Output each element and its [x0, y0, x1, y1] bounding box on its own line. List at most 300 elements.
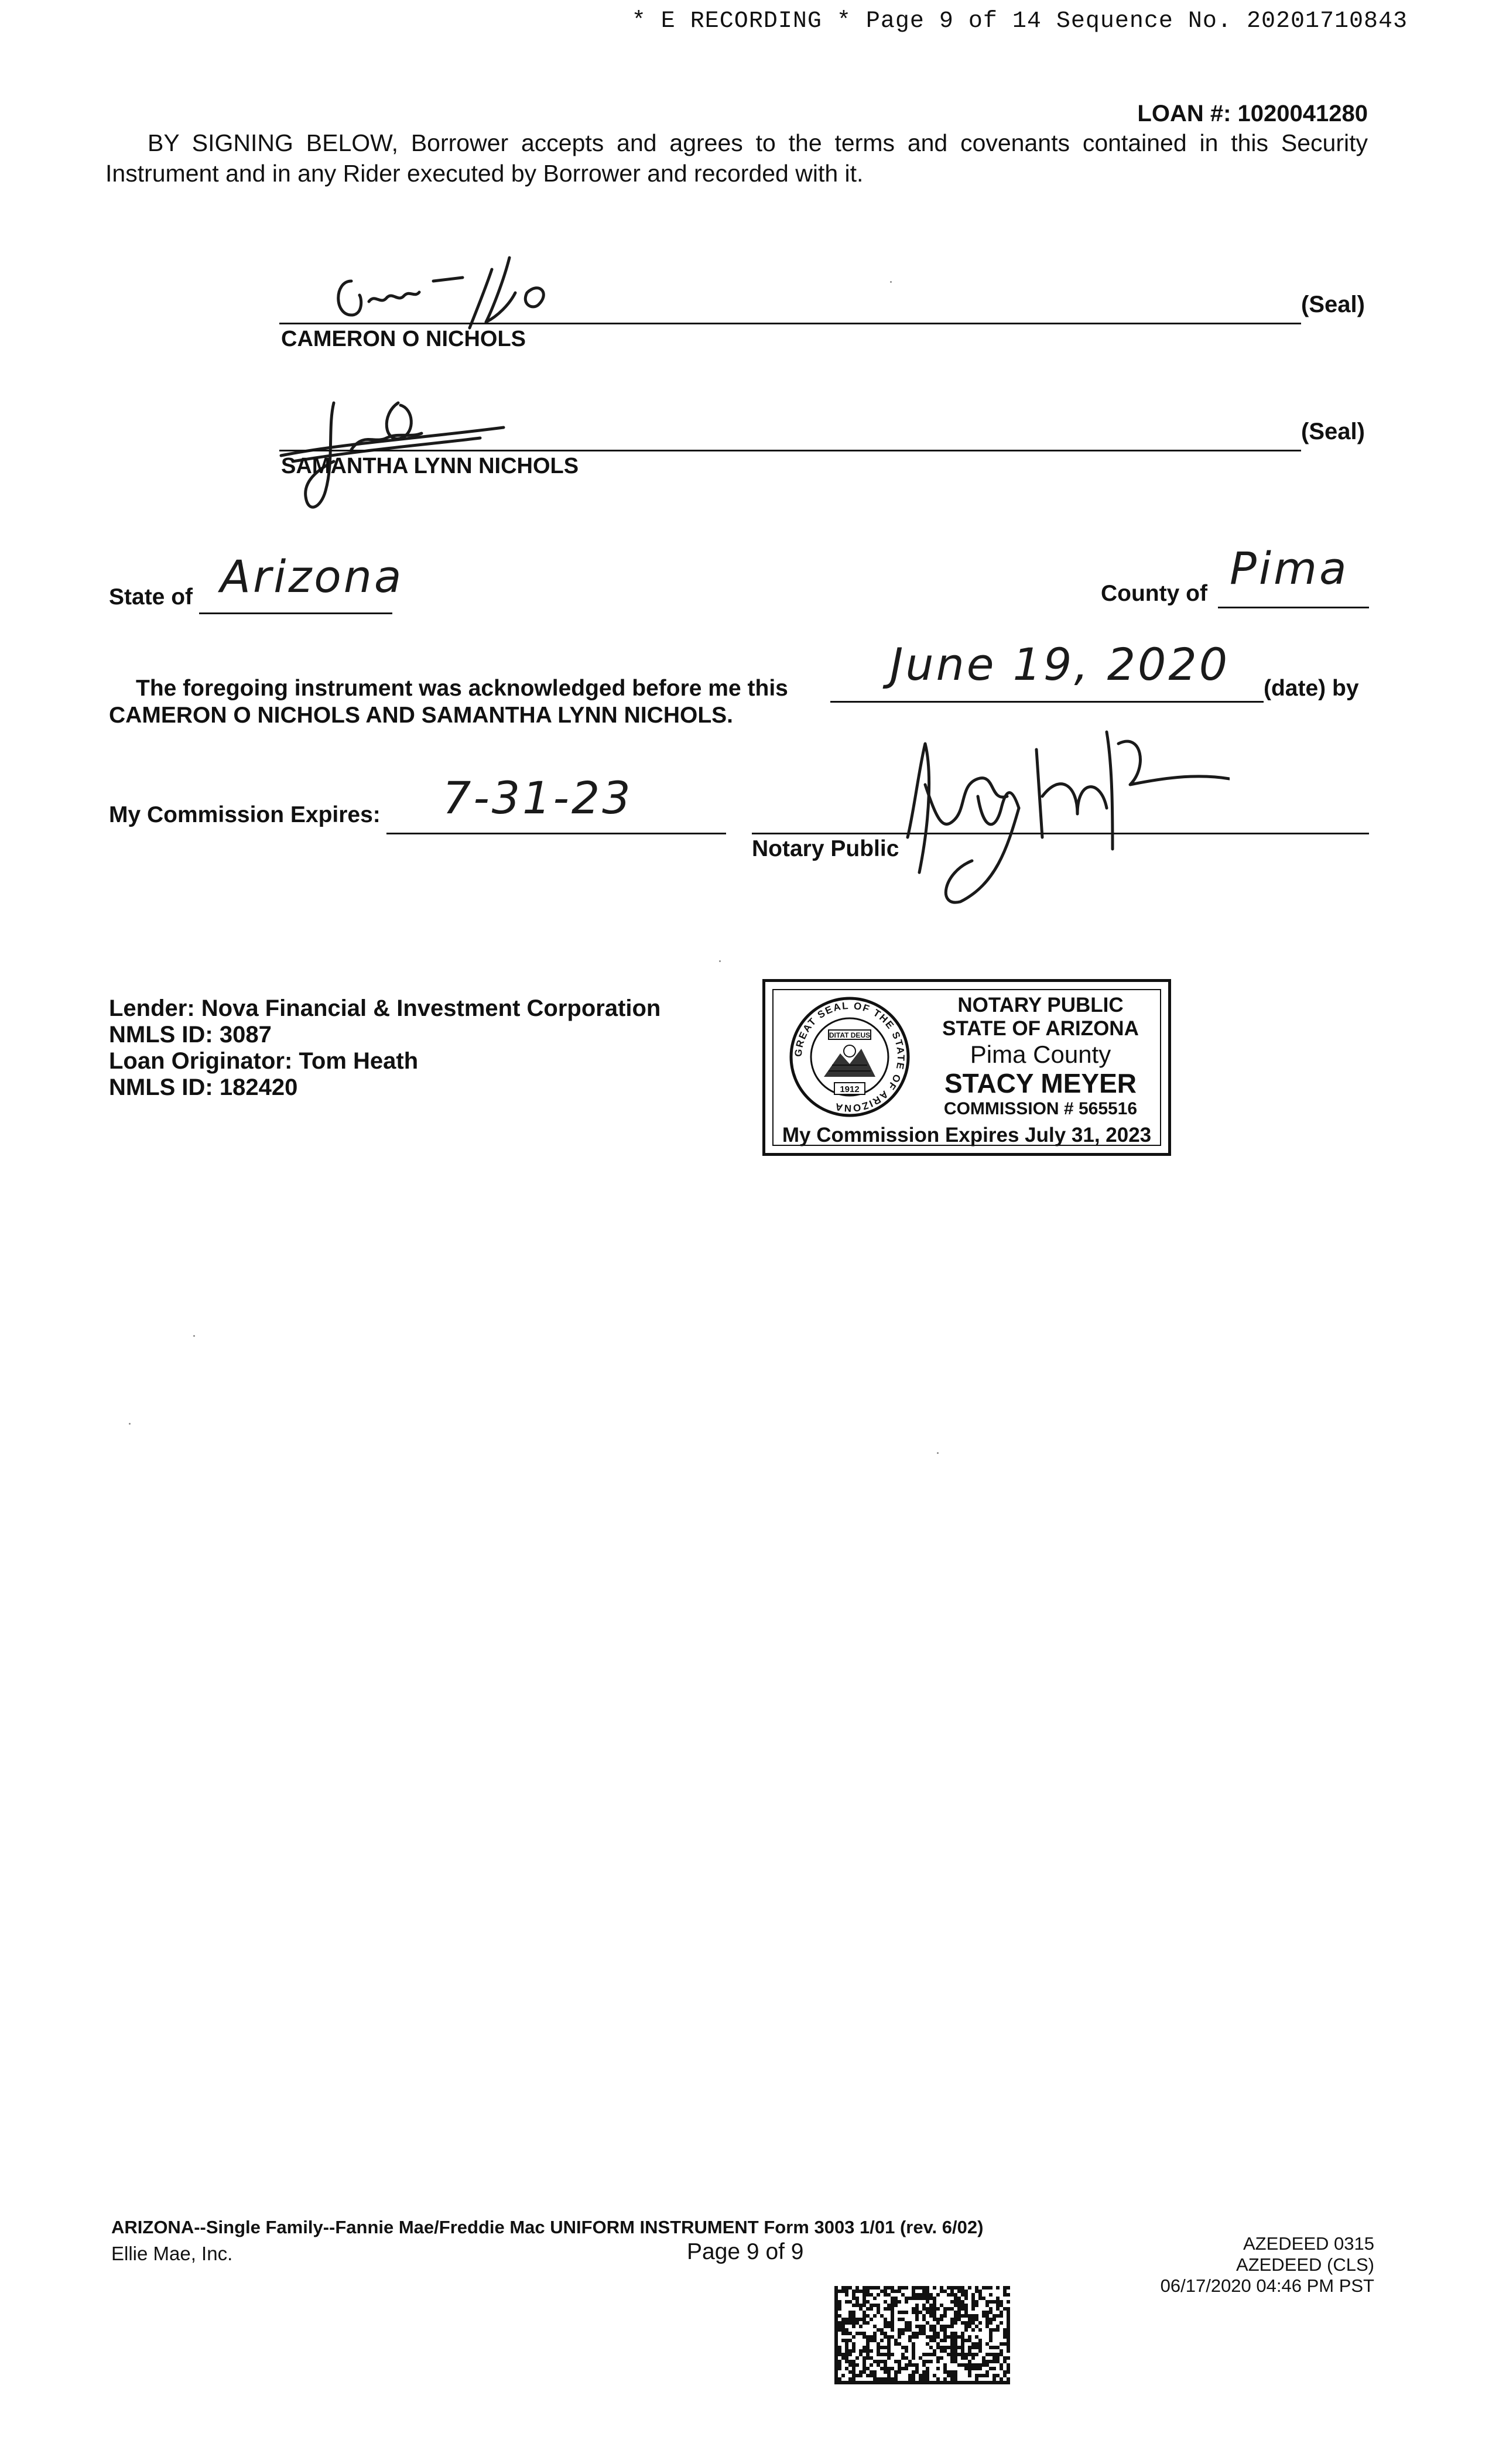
barcode-module [1003, 2381, 1007, 2384]
barcode-module [989, 2307, 993, 2311]
barcode-module [936, 2335, 940, 2339]
barcode-module [943, 2314, 947, 2318]
barcode-module [870, 2304, 873, 2307]
barcode-module [933, 2349, 936, 2353]
scan-speck [193, 1335, 195, 1337]
barcode-module [912, 2307, 915, 2311]
barcode-module [978, 2297, 982, 2300]
barcode-module [863, 2335, 866, 2339]
barcode-module [852, 2370, 855, 2374]
barcode-module [908, 2321, 912, 2325]
barcode-module [834, 2377, 838, 2381]
barcode-module [971, 2307, 975, 2311]
barcode-module [1007, 2300, 1010, 2304]
stamp-commission-number: COMMISSION # 565516 [943, 1099, 1138, 1118]
barcode-module [873, 2325, 877, 2328]
barcode-module [943, 2381, 947, 2384]
barcode-module [841, 2325, 845, 2328]
barcode-module [933, 2381, 936, 2384]
barcode-module [922, 2286, 926, 2290]
barcode-module [1007, 2367, 1010, 2370]
barcode-module [982, 2381, 985, 2384]
barcode-module [908, 2363, 912, 2367]
state-line [199, 612, 392, 614]
barcode-module [968, 2349, 971, 2353]
notary-stamp [762, 979, 1171, 1156]
barcode-module [866, 2335, 870, 2339]
barcode-module [950, 2377, 954, 2381]
barcode-module [866, 2374, 870, 2377]
barcode-module [985, 2370, 989, 2374]
barcode-module [891, 2304, 894, 2307]
barcode-module [936, 2346, 940, 2349]
barcode-module [947, 2286, 950, 2290]
acknowledgement-text: The foregoing instrument was acknowledged before me this [136, 676, 788, 701]
barcode-module [1003, 2307, 1007, 2311]
barcode-module [996, 2346, 1000, 2349]
barcode-module [989, 2367, 993, 2370]
barcode-module [838, 2307, 841, 2311]
barcode-module [852, 2367, 855, 2370]
barcode-module [996, 2328, 1000, 2332]
barcode-module [971, 2297, 975, 2300]
barcode-module [985, 2321, 989, 2325]
barcode-module [1003, 2360, 1007, 2363]
barcode-module [1000, 2300, 1003, 2304]
barcode-module [943, 2307, 947, 2311]
barcode-module [1003, 2335, 1007, 2339]
lender-nmls: NMLS ID: 3087 [109, 1022, 272, 1048]
notary-signature [867, 697, 1230, 908]
barcode-module [978, 2349, 982, 2353]
barcode-module [877, 2307, 880, 2311]
barcode-module [954, 2293, 957, 2297]
barcode-module [891, 2290, 894, 2293]
barcode-module [982, 2297, 985, 2300]
barcode-module [975, 2342, 978, 2346]
barcode-module [877, 2363, 880, 2367]
barcode-module [834, 2363, 838, 2367]
barcode-module [912, 2377, 915, 2381]
barcode-module [989, 2328, 993, 2332]
barcode-module [1003, 2293, 1007, 2297]
barcode-module [912, 2290, 915, 2293]
barcode-module [873, 2332, 877, 2335]
barcode-module [870, 2349, 873, 2353]
barcode-module [1000, 2314, 1003, 2318]
barcode-module [947, 2335, 950, 2339]
barcode-module [863, 2293, 866, 2297]
barcode-module [841, 2332, 845, 2335]
barcode-module [943, 2290, 947, 2293]
barcode-module [926, 2370, 929, 2374]
barcode-module [957, 2346, 961, 2349]
notary-public-label: Notary Public [752, 836, 899, 861]
seal-motto: DITAT DEUS [829, 1031, 871, 1039]
barcode-module [848, 2300, 852, 2304]
barcode-module [993, 2377, 996, 2381]
barcode-module [929, 2339, 933, 2342]
barcode-module [929, 2328, 933, 2332]
barcode-module [950, 2356, 954, 2360]
barcode-module [982, 2363, 985, 2367]
barcode-module [993, 2367, 996, 2370]
barcode-module [863, 2314, 866, 2318]
barcode-module [1000, 2321, 1003, 2325]
barcode-module [841, 2381, 845, 2384]
barcode-module [922, 2297, 926, 2300]
barcode-module [964, 2290, 968, 2293]
barcode-module [891, 2311, 894, 2314]
barcode-module [912, 2335, 915, 2339]
barcode-module [834, 2321, 838, 2325]
document-barcode [834, 2286, 1010, 2384]
barcode-module [954, 2311, 957, 2314]
barcode-module [912, 2370, 915, 2374]
barcode-module [985, 2342, 989, 2346]
barcode-module [922, 2307, 926, 2311]
barcode-module [947, 2353, 950, 2356]
footer-code-1: AZEDEED 0315 [1243, 2233, 1374, 2254]
barcode-module [859, 2370, 863, 2374]
barcode-module [996, 2353, 1000, 2356]
barcode-module [866, 2290, 870, 2293]
barcode-module [1000, 2353, 1003, 2356]
barcode-module [838, 2363, 841, 2367]
barcode-module [877, 2381, 880, 2384]
barcode-module [922, 2290, 926, 2293]
loan-number-value: 1020041280 [1237, 101, 1368, 126]
barcode-module [954, 2314, 957, 2318]
barcode-module [975, 2325, 978, 2328]
barcode-module [852, 2297, 855, 2300]
barcode-module [964, 2307, 968, 2311]
barcode-module [852, 2311, 855, 2314]
barcode-module [838, 2377, 841, 2381]
barcode-module [996, 2307, 1000, 2311]
footer-page-number: Page 9 of 9 [687, 2239, 804, 2264]
barcode-module [834, 2353, 838, 2356]
barcode-module [834, 2307, 838, 2311]
barcode-module [971, 2321, 975, 2325]
footer-form-line: ARIZONA--Single Family--Fannie Mae/Freddie Mac UNIFORM INSTRUMENT Form 3003 1/01 (rev. 6/02) [111, 2217, 984, 2237]
footer-codes [1161, 2233, 1374, 2297]
barcode-module [996, 2381, 1000, 2384]
barcode-module [954, 2318, 957, 2321]
barcode-module [919, 2332, 922, 2335]
state-handwritten-value: Arizona [220, 550, 404, 603]
barcode-module [943, 2335, 947, 2339]
barcode-module [929, 2311, 933, 2314]
barcode-module [891, 2367, 894, 2370]
barcode-module [884, 2293, 887, 2297]
barcode-module [957, 2307, 961, 2311]
barcode-module [841, 2328, 845, 2332]
barcode-module [887, 2335, 891, 2339]
barcode-module [834, 2286, 838, 2290]
barcode-module [891, 2286, 894, 2290]
barcode-module [936, 2367, 940, 2370]
barcode-module [845, 2353, 848, 2356]
barcode-module [887, 2356, 891, 2360]
barcode-module [901, 2318, 905, 2321]
barcode-module [915, 2325, 919, 2328]
barcode-module [880, 2314, 884, 2318]
barcode-module [894, 2360, 898, 2363]
barcode-module [954, 2381, 957, 2384]
barcode-module [863, 2290, 866, 2293]
barcode-module [964, 2381, 968, 2384]
barcode-module [905, 2356, 908, 2360]
barcode-module [961, 2349, 964, 2353]
barcode-module [866, 2307, 870, 2311]
barcode-module [898, 2286, 901, 2290]
barcode-module [834, 2311, 838, 2314]
barcode-module [887, 2349, 891, 2353]
barcode-module [834, 2314, 838, 2318]
barcode-module [954, 2339, 957, 2342]
barcode-module [1007, 2321, 1010, 2325]
barcode-module [968, 2374, 971, 2377]
barcode-module [929, 2353, 933, 2356]
barcode-module [961, 2286, 964, 2290]
barcode-module [852, 2360, 855, 2363]
barcode-module [905, 2300, 908, 2304]
recording-header: * E RECORDING * Page 9 of 14 Sequence No. 20201710843 [631, 8, 1408, 35]
barcode-module [919, 2328, 922, 2332]
barcode-module [926, 2311, 929, 2314]
barcode-module [919, 2293, 922, 2297]
barcode-module [834, 2346, 838, 2349]
barcode-module [894, 2304, 898, 2307]
barcode-module [834, 2290, 838, 2293]
barcode-module [996, 2325, 1000, 2328]
barcode-module [873, 2374, 877, 2377]
barcode-module [863, 2360, 866, 2363]
barcode-module [887, 2339, 891, 2342]
barcode-module [964, 2314, 968, 2318]
barcode-module [912, 2332, 915, 2335]
barcode-module [1007, 2293, 1010, 2297]
barcode-module [982, 2374, 985, 2377]
barcode-module [891, 2314, 894, 2318]
barcode-module [989, 2335, 993, 2339]
barcode-module [855, 2374, 859, 2377]
barcode-module [845, 2293, 848, 2297]
barcode-module [926, 2342, 929, 2346]
barcode-module [891, 2353, 894, 2356]
barcode-module [901, 2356, 905, 2360]
barcode-module [898, 2290, 901, 2293]
barcode-module [901, 2353, 905, 2356]
barcode-module [887, 2304, 891, 2307]
loan-number-label: LOAN #: [1137, 101, 1231, 126]
barcode-module [943, 2367, 947, 2370]
barcode-module [852, 2304, 855, 2307]
barcode-module [929, 2307, 933, 2311]
barcode-module [877, 2293, 880, 2297]
barcode-module [961, 2339, 964, 2342]
barcode-module [838, 2321, 841, 2325]
stamp-commission-expires: My Commission Expires July 31, 2023 [782, 1124, 1152, 1147]
barcode-module [1000, 2311, 1003, 2314]
barcode-module [891, 2325, 894, 2328]
barcode-module [940, 2290, 943, 2293]
barcode-module [838, 2346, 841, 2349]
date-suffix-label: (date) by [1264, 676, 1359, 701]
barcode-module [877, 2349, 880, 2353]
barcode-module [943, 2328, 947, 2332]
barcode-module [891, 2297, 894, 2300]
barcode-module [880, 2381, 884, 2384]
barcode-module [961, 2314, 964, 2318]
county-handwritten-value: Pima [1230, 542, 1349, 594]
barcode-module [908, 2297, 912, 2300]
barcode-module [866, 2381, 870, 2384]
barcode-module [887, 2342, 891, 2346]
barcode-module [873, 2304, 877, 2307]
barcode-module [989, 2360, 993, 2363]
barcode-module [964, 2356, 968, 2360]
barcode-module [971, 2353, 975, 2356]
barcode-module [968, 2367, 971, 2370]
barcode-module [971, 2304, 975, 2307]
barcode-module [845, 2328, 848, 2332]
barcode-module [845, 2332, 848, 2335]
barcode-module [919, 2356, 922, 2360]
barcode-module [887, 2353, 891, 2356]
barcode-module [898, 2318, 901, 2321]
barcode-module [989, 2339, 993, 2342]
barcode-module [978, 2293, 982, 2297]
barcode-module [964, 2339, 968, 2342]
barcode-module [971, 2293, 975, 2297]
barcode-module [919, 2325, 922, 2328]
barcode-module [870, 2318, 873, 2321]
barcode-module [1007, 2381, 1010, 2384]
barcode-module [961, 2346, 964, 2349]
barcode-module [922, 2304, 926, 2307]
barcode-module [964, 2293, 968, 2297]
barcode-module [1003, 2286, 1007, 2290]
barcode-module [887, 2321, 891, 2325]
barcode-module [852, 2314, 855, 2318]
barcode-module [943, 2311, 947, 2314]
signature-line-2 [279, 450, 1301, 451]
barcode-module [870, 2307, 873, 2311]
barcode-module [870, 2363, 873, 2367]
barcode-module [845, 2381, 848, 2384]
barcode-module [863, 2332, 866, 2335]
barcode-module [887, 2346, 891, 2349]
barcode-module [957, 2314, 961, 2318]
barcode-module [859, 2290, 863, 2293]
barcode-module [845, 2342, 848, 2346]
barcode-module [901, 2293, 905, 2297]
barcode-module [880, 2346, 884, 2349]
barcode-module [957, 2297, 961, 2300]
barcode-module [936, 2293, 940, 2297]
barcode-module [933, 2332, 936, 2335]
barcode-module [985, 2286, 989, 2290]
barcode-module [1007, 2346, 1010, 2349]
barcode-module [936, 2332, 940, 2335]
barcode-module [870, 2339, 873, 2342]
barcode-module [961, 2332, 964, 2335]
barcode-module [908, 2360, 912, 2363]
barcode-module [971, 2346, 975, 2349]
barcode-module [845, 2321, 848, 2325]
barcode-module [834, 2297, 838, 2300]
barcode-module [873, 2335, 877, 2339]
barcode-module [1007, 2332, 1010, 2335]
barcode-module [1000, 2381, 1003, 2384]
barcode-module [926, 2290, 929, 2293]
barcode-module [971, 2367, 975, 2370]
barcode-module [929, 2293, 933, 2297]
barcode-module [852, 2290, 855, 2293]
barcode-module [989, 2286, 993, 2290]
barcode-module [940, 2286, 943, 2290]
barcode-module [887, 2307, 891, 2311]
barcode-module [957, 2300, 961, 2304]
barcode-module [838, 2300, 841, 2304]
barcode-module [933, 2353, 936, 2356]
barcode-module [964, 2328, 968, 2332]
barcode-module [922, 2353, 926, 2356]
barcode-module [848, 2286, 852, 2290]
barcode-module [978, 2346, 982, 2349]
barcode-module [905, 2363, 908, 2367]
barcode-module [964, 2311, 968, 2314]
barcode-module [855, 2290, 859, 2293]
seal-label-2: (Seal) [1301, 419, 1365, 444]
barcode-module [993, 2381, 996, 2384]
barcode-module [954, 2300, 957, 2304]
barcode-module [943, 2332, 947, 2335]
barcode-module [933, 2314, 936, 2318]
barcode-module [841, 2290, 845, 2293]
barcode-module [978, 2367, 982, 2370]
barcode-module [1007, 2342, 1010, 2346]
barcode-module [845, 2367, 848, 2370]
barcode-module [848, 2321, 852, 2325]
barcode-module [982, 2356, 985, 2360]
commission-expires-label: My Commission Expires: [109, 802, 381, 827]
barcode-module [993, 2360, 996, 2363]
barcode-module [989, 2321, 993, 2325]
barcode-module [848, 2381, 852, 2384]
barcode-module [1000, 2304, 1003, 2307]
barcode-module [908, 2335, 912, 2339]
scan-speck [129, 1423, 131, 1425]
barcode-module [884, 2363, 887, 2367]
barcode-module [968, 2335, 971, 2339]
barcode-module [1007, 2307, 1010, 2311]
stamp-state: STATE OF ARIZONA [942, 1017, 1139, 1040]
barcode-module [982, 2311, 985, 2314]
barcode-module [957, 2318, 961, 2321]
barcode-module [838, 2328, 841, 2332]
barcode-module [877, 2328, 880, 2332]
barcode-module [912, 2363, 915, 2367]
barcode-module [975, 2290, 978, 2293]
barcode-module [852, 2381, 855, 2384]
barcode-module [891, 2321, 894, 2325]
barcode-module [964, 2321, 968, 2325]
barcode-module [884, 2377, 887, 2381]
barcode-module [961, 2300, 964, 2304]
